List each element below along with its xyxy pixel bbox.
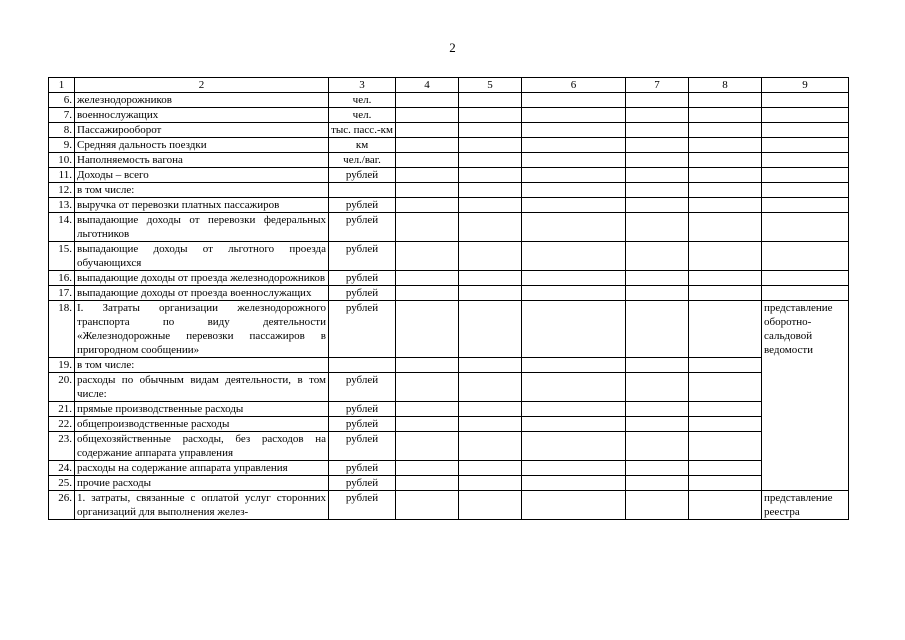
row-unit: рублей (329, 373, 396, 402)
row-number: 9. (49, 138, 75, 153)
row-name: расходы на содержание аппарата управления (75, 461, 329, 476)
table-row (49, 491, 849, 520)
value-cell (522, 198, 626, 213)
value-cell (626, 286, 689, 301)
value-cell (626, 213, 689, 242)
note-cell (762, 213, 849, 242)
column-header: 7 (626, 78, 689, 93)
value-cell (689, 417, 762, 432)
table-row (49, 476, 849, 491)
row-unit: чел. (329, 108, 396, 123)
row-number: 21. (49, 402, 75, 417)
table-row (49, 432, 849, 461)
table-row (49, 153, 849, 168)
column-header: 2 (75, 78, 329, 93)
value-cell (396, 93, 459, 108)
table-row (49, 108, 849, 123)
value-cell (396, 123, 459, 138)
value-cell (626, 108, 689, 123)
value-cell (626, 461, 689, 476)
value-cell (689, 432, 762, 461)
row-unit: км (329, 138, 396, 153)
value-cell (459, 432, 522, 461)
value-cell (689, 373, 762, 402)
note-osv: представление оборотно-сальдовой ведомости (762, 301, 849, 491)
row-name: прямые производственные расходы (75, 402, 329, 417)
value-cell (396, 461, 459, 476)
value-cell (396, 168, 459, 183)
row-name: выпадающие доходы от перевозки федеральных льготников (75, 213, 329, 242)
value-cell (459, 183, 522, 198)
column-header: 5 (459, 78, 522, 93)
row-number: 17. (49, 286, 75, 301)
row-name: выпадающие доходы от проезда военнослужащих (75, 286, 329, 301)
value-cell (459, 168, 522, 183)
value-cell (689, 93, 762, 108)
value-cell (522, 373, 626, 402)
value-cell (522, 123, 626, 138)
table-row (49, 123, 849, 138)
note-cell (762, 271, 849, 286)
column-header: 1 (49, 78, 75, 93)
row-number: 18. (49, 301, 75, 358)
row-number: 13. (49, 198, 75, 213)
value-cell (626, 432, 689, 461)
value-cell (689, 123, 762, 138)
value-cell (396, 271, 459, 286)
note-cell (762, 123, 849, 138)
row-unit: рублей (329, 242, 396, 271)
value-cell (522, 358, 626, 373)
value-cell (626, 242, 689, 271)
row-number: 15. (49, 242, 75, 271)
value-cell (522, 183, 626, 198)
column-header: 9 (762, 78, 849, 93)
value-cell (522, 242, 626, 271)
row-name: расходы по обычным видам деятельности, в том числе: (75, 373, 329, 402)
value-cell (689, 183, 762, 198)
row-unit: рублей (329, 286, 396, 301)
value-cell (396, 198, 459, 213)
value-cell (459, 108, 522, 123)
row-unit: чел./ваг. (329, 153, 396, 168)
value-cell (522, 93, 626, 108)
row-number: 11. (49, 168, 75, 183)
value-cell (459, 123, 522, 138)
row-number: 12. (49, 183, 75, 198)
row-name: Наполняемость вагона (75, 153, 329, 168)
value-cell (689, 402, 762, 417)
table-row (49, 213, 849, 242)
row-name: 1. затраты, связанные с оплатой услуг сторонних организаций для выполнения желез- (75, 491, 329, 520)
note-cell (762, 153, 849, 168)
table-row (49, 461, 849, 476)
value-cell (396, 242, 459, 271)
value-cell (459, 358, 522, 373)
row-unit: рублей (329, 432, 396, 461)
value-cell (459, 213, 522, 242)
table-row (49, 242, 849, 271)
value-cell (689, 198, 762, 213)
value-cell (689, 301, 762, 358)
row-unit: рублей (329, 491, 396, 520)
column-header: 6 (522, 78, 626, 93)
value-cell (522, 476, 626, 491)
table-row (49, 286, 849, 301)
row-name: общепроизводственные расходы (75, 417, 329, 432)
value-cell (689, 108, 762, 123)
row-unit: рублей (329, 461, 396, 476)
value-cell (626, 417, 689, 432)
row-name: Доходы – всего (75, 168, 329, 183)
value-cell (626, 476, 689, 491)
value-cell (522, 213, 626, 242)
value-cell (459, 138, 522, 153)
value-cell (522, 168, 626, 183)
page-number: 2 (449, 40, 456, 55)
row-name: Средняя дальность поездки (75, 138, 329, 153)
value-cell (396, 417, 459, 432)
value-cell (689, 242, 762, 271)
row-name: выручка от перевозки платных пассажиров (75, 198, 329, 213)
value-cell (396, 286, 459, 301)
row-unit: рублей (329, 476, 396, 491)
value-cell (459, 402, 522, 417)
row-name: военнослужащих (75, 108, 329, 123)
row-number: 8. (49, 123, 75, 138)
value-cell (626, 301, 689, 358)
value-cell (459, 491, 522, 520)
row-name: в том числе: (75, 183, 329, 198)
row-number: 24. (49, 461, 75, 476)
row-number: 23. (49, 432, 75, 461)
row-unit (329, 183, 396, 198)
row-name: в том числе: (75, 358, 329, 373)
note-cell (762, 108, 849, 123)
value-cell (626, 138, 689, 153)
row-unit (329, 358, 396, 373)
row-name: выпадающие доходы от льготного проезда обучающихся (75, 242, 329, 271)
header-row (49, 78, 849, 93)
indicators-table (48, 77, 849, 520)
value-cell (689, 271, 762, 286)
value-cell (459, 301, 522, 358)
value-cell (459, 93, 522, 108)
value-cell (396, 138, 459, 153)
note-cell (762, 183, 849, 198)
value-cell (396, 153, 459, 168)
value-cell (522, 402, 626, 417)
value-cell (626, 183, 689, 198)
row-name: Пассажирооборот (75, 123, 329, 138)
value-cell (522, 301, 626, 358)
row-number: 26. (49, 491, 75, 520)
note-cell (762, 93, 849, 108)
value-cell (396, 108, 459, 123)
value-cell (459, 198, 522, 213)
value-cell (522, 286, 626, 301)
value-cell (689, 476, 762, 491)
row-number: 25. (49, 476, 75, 491)
value-cell (626, 402, 689, 417)
note-reestr: представление реестра (762, 491, 849, 520)
table-row (49, 198, 849, 213)
row-number: 20. (49, 373, 75, 402)
value-cell (689, 358, 762, 373)
value-cell (689, 213, 762, 242)
value-cell (459, 242, 522, 271)
value-cell (522, 491, 626, 520)
table-row (49, 138, 849, 153)
value-cell (689, 461, 762, 476)
row-number: 7. (49, 108, 75, 123)
value-cell (396, 402, 459, 417)
value-cell (689, 168, 762, 183)
value-cell (626, 198, 689, 213)
value-cell (459, 417, 522, 432)
row-unit: рублей (329, 301, 396, 358)
column-header: 8 (689, 78, 762, 93)
value-cell (689, 286, 762, 301)
row-unit: рублей (329, 417, 396, 432)
value-cell (396, 432, 459, 461)
value-cell (396, 301, 459, 358)
row-unit: рублей (329, 271, 396, 286)
note-cell (762, 242, 849, 271)
value-cell (689, 138, 762, 153)
table-row (49, 168, 849, 183)
value-cell (459, 476, 522, 491)
row-name: общехозяйственные расходы, без расходов на содержание аппарата управления (75, 432, 329, 461)
value-cell (626, 153, 689, 168)
value-cell (522, 108, 626, 123)
row-name: железнодорожников (75, 93, 329, 108)
value-cell (626, 168, 689, 183)
row-number: 16. (49, 271, 75, 286)
row-unit: рублей (329, 198, 396, 213)
value-cell (459, 286, 522, 301)
value-cell (522, 271, 626, 286)
row-unit: тыс. пасс.-км (329, 123, 396, 138)
note-cell (762, 286, 849, 301)
row-number: 14. (49, 213, 75, 242)
table-row (49, 183, 849, 198)
value-cell (626, 123, 689, 138)
value-cell (459, 271, 522, 286)
table-row (49, 373, 849, 402)
value-cell (522, 417, 626, 432)
value-cell (396, 213, 459, 242)
value-cell (626, 373, 689, 402)
table-row (49, 417, 849, 432)
table-row (49, 271, 849, 286)
value-cell (396, 491, 459, 520)
column-header: 3 (329, 78, 396, 93)
row-number: 10. (49, 153, 75, 168)
value-cell (396, 183, 459, 198)
table-row (49, 358, 849, 373)
value-cell (396, 373, 459, 402)
value-cell (689, 491, 762, 520)
table-row (49, 301, 849, 358)
value-cell (459, 373, 522, 402)
row-number: 19. (49, 358, 75, 373)
row-number: 6. (49, 93, 75, 108)
row-name: прочие расходы (75, 476, 329, 491)
table-row (49, 93, 849, 108)
value-cell (626, 491, 689, 520)
value-cell (626, 358, 689, 373)
row-unit: рублей (329, 402, 396, 417)
note-cell (762, 138, 849, 153)
row-unit: рублей (329, 168, 396, 183)
note-cell (762, 198, 849, 213)
row-unit: рублей (329, 213, 396, 242)
column-header: 4 (396, 78, 459, 93)
value-cell (522, 138, 626, 153)
row-name: I. Затраты организации железнодорожного транспорта по виду деятельности «Железнодорожные перевозки пассажиров в пригородном сообщении» (75, 301, 329, 358)
row-number: 22. (49, 417, 75, 432)
row-name: выпадающие доходы от проезда железнодорожников (75, 271, 329, 286)
value-cell (396, 358, 459, 373)
value-cell (396, 476, 459, 491)
value-cell (522, 461, 626, 476)
value-cell (459, 153, 522, 168)
value-cell (689, 153, 762, 168)
value-cell (626, 93, 689, 108)
value-cell (522, 432, 626, 461)
table-row (49, 402, 849, 417)
note-cell (762, 168, 849, 183)
value-cell (626, 271, 689, 286)
row-unit: чел. (329, 93, 396, 108)
value-cell (459, 461, 522, 476)
value-cell (522, 153, 626, 168)
